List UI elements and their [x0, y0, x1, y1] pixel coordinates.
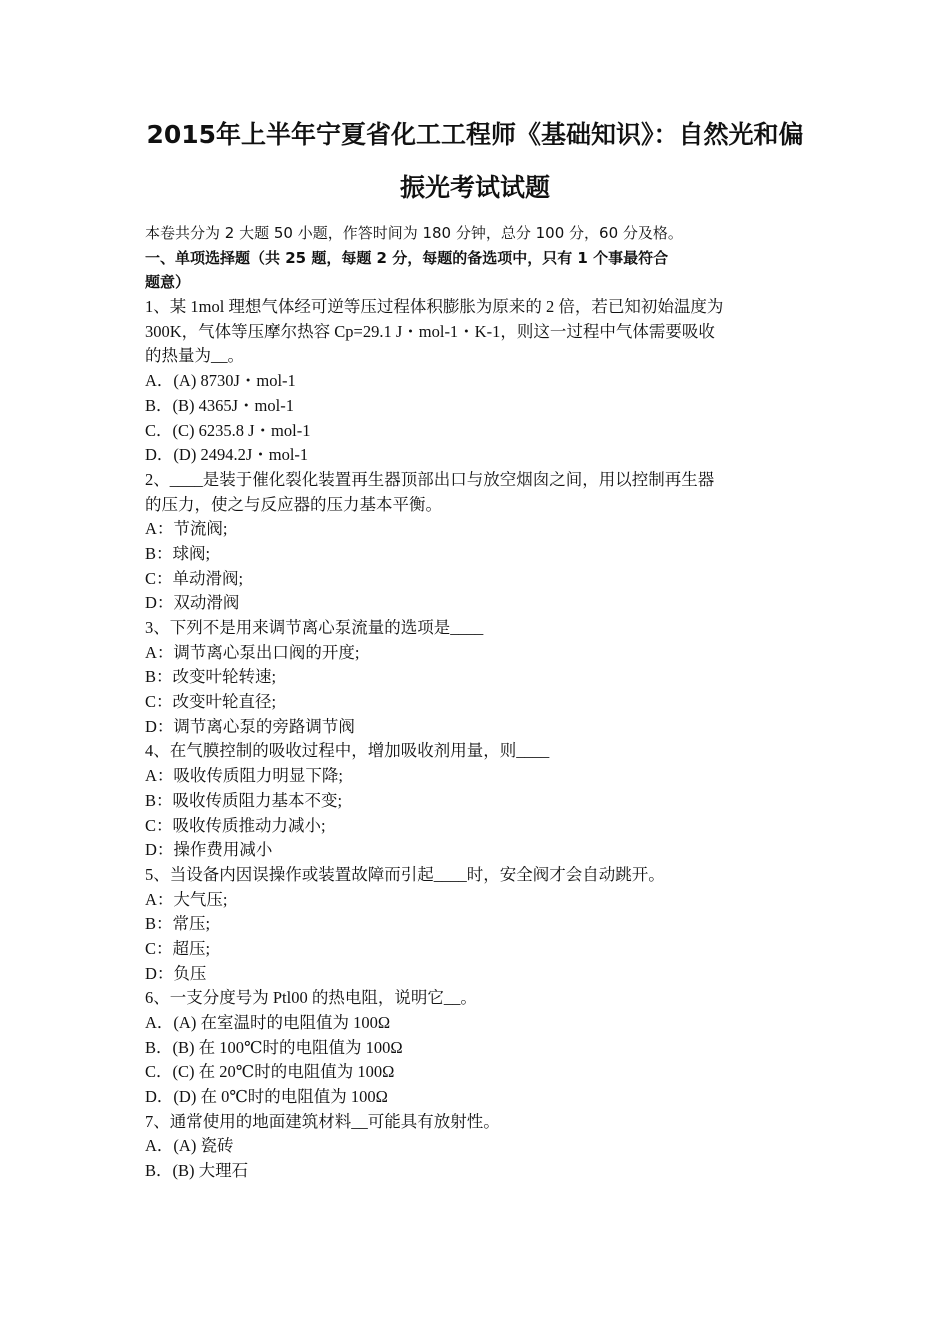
- question-stem-line: 6、一支分度号为 Ptl00 的热电阻，说明它__。: [145, 988, 477, 1008]
- answer-option: C：改变叶轮直径;: [145, 692, 277, 712]
- answer-option: A．(A) 在室温时的电阻值为 100Ω: [145, 1013, 391, 1032]
- answer-option: C．(C) 6235.8 J・mol-1: [145, 420, 311, 440]
- answer-option: B．(B) 在 100℃时的电阻值为 100Ω: [145, 1037, 403, 1057]
- question-3: [145, 616, 810, 739]
- question-stem-line: 的热量为__。: [145, 346, 244, 366]
- answer-option: A．(A) 8730J・mol-1: [145, 371, 296, 391]
- answer-option: B：常压;: [145, 914, 211, 934]
- question-stem-line: 3、下列不是用来调节离心泵流量的选项是____: [145, 618, 484, 637]
- question-5: [145, 863, 810, 986]
- answer-option: A：节流阀;: [145, 519, 228, 539]
- answer-option: D：调节离心泵的旁路调节阀: [145, 716, 355, 736]
- section-heading-line-2: 题意）: [145, 273, 191, 292]
- question-1: [145, 295, 810, 468]
- answer-option: B：吸收传质阻力基本不变;: [145, 790, 343, 810]
- question-stem-line: 5、当设备内因误操作或装置故障而引起____时，安全阀才会自动跳开。: [145, 864, 665, 884]
- question-list: [145, 295, 810, 1184]
- answer-option: A．(A) 瓷砖: [145, 1136, 234, 1156]
- answer-option: B：球阀;: [145, 543, 211, 563]
- answer-option: B．(B) 大理石: [145, 1161, 249, 1181]
- answer-option: A：大气压;: [145, 889, 228, 909]
- question-stem-line: 1、某 1mol 理想气体经可逆等压过程体积膨胀为原来的 2 倍，若已知初始温度为: [145, 297, 724, 317]
- question-4: [145, 739, 810, 862]
- document-body: [145, 221, 810, 1184]
- question-2: [145, 468, 810, 616]
- section-heading-line-1: 一、单项选择题（共 25 题，每题 2 分，每题的备选项中，只有 1 个事最符合: [145, 248, 669, 267]
- exam-intro: 本卷共分为 2 大题 50 小题，作答时间为 180 分钟，总分 100 分，60 分及格。: [145, 224, 683, 242]
- question-stem-line: 4、在气膜控制的吸收过程中，增加吸收剂用量，则____: [145, 741, 550, 761]
- answer-option: D．(D) 2494.2J・mol-1: [145, 445, 309, 465]
- question-stem-line: 2、____是装于催化裂化装置再生器顶部出口与放空烟囱之间，用以控制再生器: [145, 469, 715, 489]
- answer-option: D．(D) 在 0℃时的电阻值为 100Ω: [145, 1087, 388, 1107]
- answer-option: C：超压;: [145, 938, 211, 958]
- answer-option: A：吸收传质阻力明显下降;: [145, 766, 343, 786]
- answer-option: D：操作费用减小: [145, 840, 273, 860]
- answer-option: A：调节离心泵出口阀的开度;: [145, 642, 360, 662]
- answer-option: B．(B) 4365J・mol-1: [145, 395, 294, 415]
- document-title-line-2: 振光考试试题: [399, 173, 550, 202]
- question-stem-line: 300K，气体等压摩尔热容 Cp=29.1 J・mol-1・K-1，则这一过程中气体需要吸收: [145, 321, 715, 341]
- answer-option: D：负压: [145, 963, 207, 983]
- question-6: [145, 986, 810, 1109]
- answer-option: B：改变叶轮转速;: [145, 667, 277, 687]
- question-stem-line: 7、通常使用的地面建筑材料__可能具有放射性。: [145, 1111, 500, 1131]
- answer-option: C：吸收传质推动力减小;: [145, 815, 326, 835]
- question-stem-line: 的压力，使之与反应器的压力基本平衡。: [145, 494, 442, 514]
- answer-option: C：单动滑阀;: [145, 568, 244, 588]
- document-title-line-1: 2015年上半年宁夏省化工工程师《基础知识》：自然光和偏: [146, 120, 804, 149]
- answer-option: C．(C) 在 20℃时的电阻值为 100Ω: [145, 1062, 395, 1082]
- question-7: [145, 1110, 810, 1184]
- answer-option: D：双动滑阀: [145, 593, 240, 613]
